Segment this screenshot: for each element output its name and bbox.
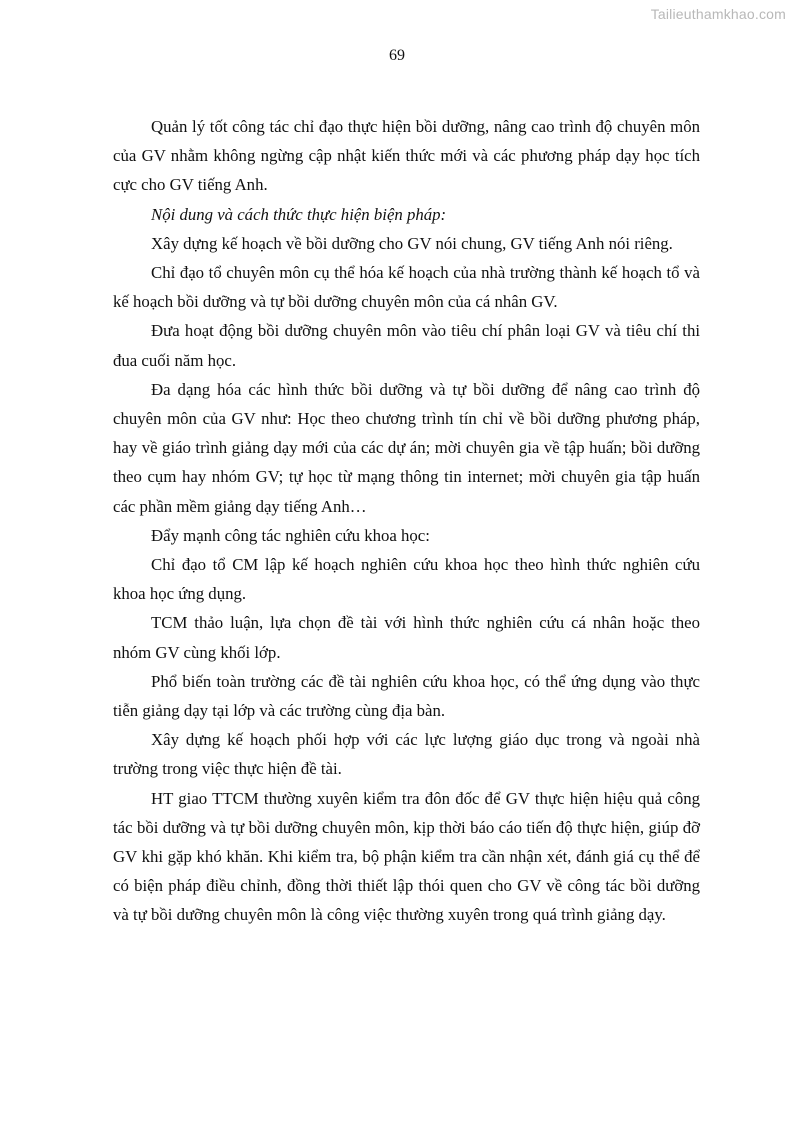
paragraph: TCM thảo luận, lựa chọn đề tài với hình thức nghiên cứu cá nhân hoặc theo nhóm GV cùng khối lớp. bbox=[113, 613, 700, 662]
section-subheading: Nội dung và cách thức thực hiện biện pháp: bbox=[151, 204, 447, 224]
paragraph: Quản lý tốt công tác chỉ đạo thực hiện bồi dưỡng, nâng cao trình độ chuyên môn của GV nhằm không ngừng cập nhật kiến thức mới và các phương pháp dạy học tích cực cho GV tiếng Anh. bbox=[113, 117, 700, 195]
paragraph: Chỉ đạo tổ CM lập kế hoạch nghiên cứu khoa học theo hình thức nghiên cứu khoa học ứng dụng. bbox=[113, 555, 700, 604]
paragraph: Đưa hoạt động bồi dưỡng chuyên môn vào tiêu chí phân loại GV và tiêu chí thi đua cuối năm học. bbox=[113, 321, 700, 370]
paragraph: Xây dựng kế hoạch về bồi dưỡng cho GV nói chung, GV tiếng Anh nói riêng. bbox=[151, 233, 673, 253]
paragraph: Chỉ đạo tổ chuyên môn cụ thể hóa kế hoạch của nhà trường thành kế hoạch tổ và kế hoạch bồi dưỡng và tự bồi dưỡng chuyên môn của cá nhân GV. bbox=[113, 263, 700, 312]
paragraph: Đa dạng hóa các hình thức bồi dưỡng và tự bồi dưỡng để nâng cao trình độ chuyên môn của GV như: Học theo chương trình tín chỉ về bồi dưỡng phương pháp, hay về giáo trình giảng dạy mới của các dự án; mời chuyên gia về tập huấn; bồi dưỡng theo cụm hay nhóm GV; tự học từ mạng thông tin internet; mời chuyên gia tập huấn các phần mềm giảng dạy tiếng Anh… bbox=[113, 379, 700, 516]
watermark: Tailieuthamkhao.com bbox=[650, 6, 786, 22]
document-body bbox=[113, 112, 700, 930]
paragraph: HT giao TTCM thường xuyên kiểm tra đôn đốc để GV thực hiện hiệu quả công tác bồi dưỡng và tự bồi dưỡng chuyên môn, kịp thời báo cáo tiến độ thực hiện, giúp đỡ GV khi gặp khó khăn. Khi kiểm tra, bộ phận kiểm tra cần nhận xét, đánh giá cụ thể để có biện pháp điều chỉnh, đồng thời thiết lập thói quen cho GV về công tác bồi dưỡng và tự bồi dưỡng chuyên môn là công việc thường xuyên trong quá trình giảng dạy. bbox=[113, 788, 700, 925]
paragraph: Đẩy mạnh công tác nghiên cứu khoa học: bbox=[151, 525, 430, 545]
page-number: 69 bbox=[389, 47, 405, 64]
paragraph: Phổ biến toàn trường các đề tài nghiên cứu khoa học, có thể ứng dụng vào thực tiễn giảng dạy tại lớp và các trường cùng địa bàn. bbox=[113, 671, 700, 721]
paragraph: Xây dựng kế hoạch phối hợp với các lực lượng giáo dục trong và ngoài nhà trường trong việc thực hiện đề tài. bbox=[113, 730, 700, 779]
